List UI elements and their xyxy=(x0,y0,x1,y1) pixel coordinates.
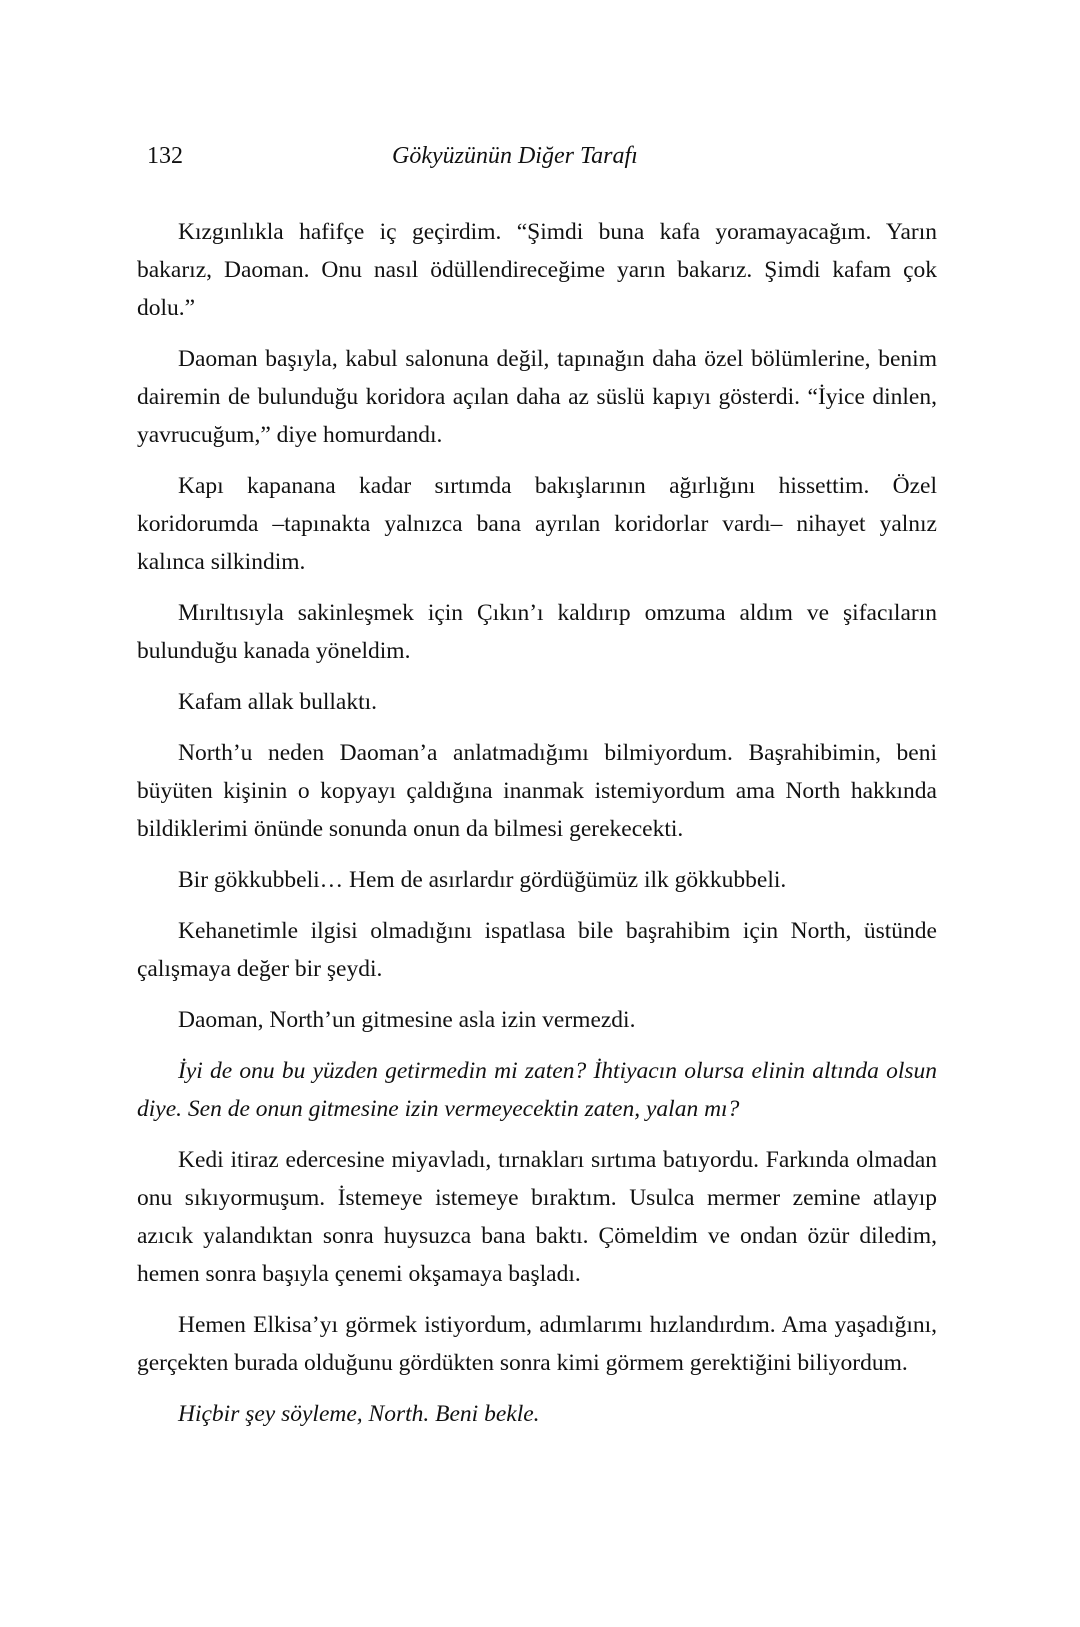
page-body xyxy=(137,213,937,1446)
paragraph: Kafam allak bullaktı. xyxy=(178,689,378,715)
paragraph: North’u neden Daoman’a anlatmadığımı bilmiyordum. Başrahibimin, beni büyüten kişinin o kopyayı çaldığına inanmak istemiyordum ama North hakkında bildiklerimi önünde sonunda onun da bilmesi gerekecekti. xyxy=(137,740,937,842)
paragraph: Kedi itiraz edercesine miyavladı, tırnakları sırtıma batıyordu. Farkında olmadan onu sıkıyormuşum. İstemeye istemeye bıraktım. Usulca mermer zemine atlayıp azıcık yalandıktan sonra huysuzca bana baktı. Çömeldim ve ondan özür diledim, hemen sonra başıyla çenemi okşamaya başladı. xyxy=(137,1147,937,1287)
running-head xyxy=(147,136,937,176)
paragraph: Kapı kapanana kadar sırtımda bakışlarının ağırlığını hissettim. Özel koridorumda –tapınakta yalnızca bana ayrılan koridorlar vardı– nihayet yalnız kalınca silkindim. xyxy=(137,473,937,575)
italic-thought-paragraph: İyi de onu bu yüzden getirmedin mi zaten? İhtiyacın olursa elinin altında olsun diye. Sen de onun gitmesine izin vermeyecektin zaten, yalan mı? xyxy=(137,1058,937,1122)
page-number: 132 xyxy=(147,143,183,169)
paragraph: Bir gökkubbeli… Hem de asırlardır gördüğümüz ilk gökkubbeli. xyxy=(178,867,787,893)
paragraph: Daoman, North’un gitmesine asla izin vermezdi. xyxy=(178,1007,636,1033)
paragraph: Kehanetimle ilgisi olmadığını ispatlasa bile başrahibim için North, üstünde çalışmaya değer bir şeydi. xyxy=(137,918,937,982)
paragraph: Daoman başıyla, kabul salonuna değil, tapınağın daha özel bölümlerine, benim dairemin de bulunduğu koridora açılan daha az süslü kapıyı gösterdi. “İyice dinlen, yavrucuğum,” diye homurdandı. xyxy=(137,346,937,448)
book-title: Gökyüzünün Diğer Tarafı xyxy=(392,143,638,169)
paragraph: Hemen Elkisa’yı görmek istiyordum, adımlarımı hızlandırdım. Ama yaşadığını, gerçekten burada olduğunu gördükten sonra kimi görmem gerektiğini biliyordum. xyxy=(137,1312,937,1376)
italic-thought-paragraph: Hiçbir şey söyleme, North. Beni bekle. xyxy=(178,1401,540,1427)
paragraph: Kızgınlıkla hafifçe iç geçirdim. “Şimdi buna kafa yoramayacağım. Yarın bakarız, Daoman. Onu nasıl ödüllendireceğime yarın bakarız. Şimdi kafam çok dolu.” xyxy=(137,219,937,321)
paragraph: Mırıltısıyla sakinleşmek için Çıkın’ı kaldırıp omzuma aldım ve şifacıların bulunduğu kanada yöneldim. xyxy=(137,600,937,664)
